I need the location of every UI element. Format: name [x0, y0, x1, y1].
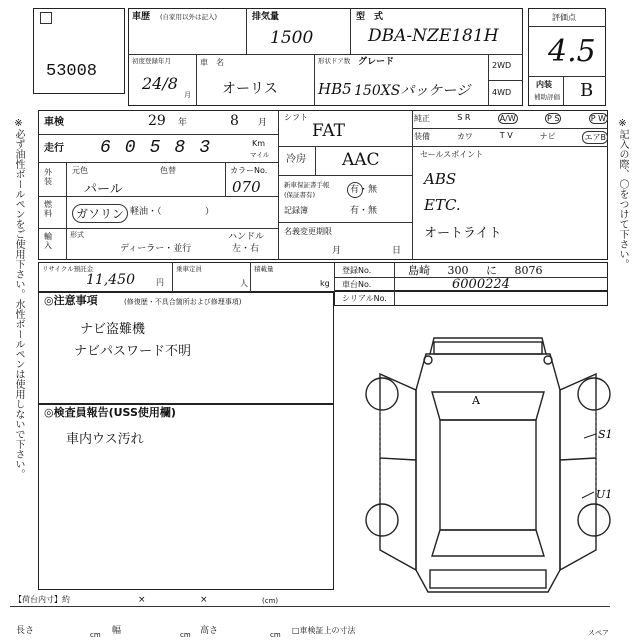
options-row-2 [414, 131, 608, 144]
first-reg-value: 24/8 [142, 74, 178, 93]
interior-label: 内装 [536, 80, 552, 89]
type-value: DBA-NZE181H [368, 26, 499, 46]
shift-label: シフト [284, 113, 308, 122]
sales-point-3: オートライト [424, 226, 502, 241]
recycle-label: リサイクル預託金 [42, 265, 94, 273]
front-bumper [430, 338, 546, 354]
sales-point-1: ABS [424, 170, 457, 188]
model-year-sub: (自家用以外は記入) [160, 13, 218, 21]
drive-4wd: 4WD [492, 88, 512, 97]
wheel-fr [578, 378, 610, 410]
displacement-value: 1500 [270, 28, 314, 48]
mileage-label: 走行 [44, 143, 64, 154]
load-unit: kg [320, 279, 330, 288]
record-value: 有・無 [350, 206, 378, 216]
notes-subtitle: (修復歴・不具合箇所および修理事項) [124, 298, 242, 306]
ac-value: AAC [342, 150, 380, 170]
name-value: オーリス [222, 81, 278, 97]
import-type: 形式 [70, 231, 84, 239]
plate-value: 島崎 300 に 8076 [408, 264, 543, 277]
mileage-unit-mile: マイル [250, 151, 270, 159]
recycle-unit: 円 [156, 278, 164, 287]
rear-window [432, 530, 544, 556]
grade-value: 4.5 [548, 34, 596, 69]
option-pw: P W [590, 114, 606, 123]
option-label-jun: 純正 [414, 114, 430, 123]
handle-value: 左・右 [232, 244, 260, 254]
cargo-width-cm: cm [180, 631, 191, 639]
chassis-label: 車台No. [342, 280, 372, 289]
new-car-value: 有・無 [350, 185, 378, 195]
fuel-other: 軽油・（ [130, 207, 162, 217]
left-vertical-note: ※必ず油性ボールペンをご使用下さい。水性ボールペンは使用しないで下さい。 [13, 118, 24, 479]
cargo-unit: (cm) [262, 597, 279, 605]
name-change-label: 名義変更期限 [284, 227, 332, 236]
inspector-text: 車内ウス汚れ [66, 432, 144, 447]
new-car-circle [347, 182, 363, 198]
windshield [432, 392, 544, 420]
roof [440, 420, 536, 530]
option-leather: カワ [456, 132, 473, 141]
cargo-title: 【荷台内寸】約 [14, 595, 70, 604]
option-aw: A/W [499, 114, 516, 123]
damage-mark-s1: S1 [598, 428, 613, 441]
damage-mark-u1: U1 [596, 488, 613, 501]
displacement-label: 排気量 [252, 12, 280, 22]
interior-sub: 補助評価 [534, 93, 560, 101]
grade-box-label: 評価点 [552, 13, 576, 22]
cargo-times-2: × [200, 595, 208, 605]
first-reg-unit: 月 [184, 91, 191, 99]
lot-number: 53008 [46, 62, 98, 81]
right-vertical-note: ※記入の際、〇をつけて下さい。 [617, 118, 628, 269]
spare-label: スペア [588, 629, 609, 637]
option-ps: P S [547, 114, 560, 123]
cargo-width-label: 幅 [112, 626, 122, 636]
original-color-label: 元色 [72, 166, 88, 175]
shift-value: FAT [312, 121, 346, 141]
sales-point-label: セールスポイント [420, 150, 484, 159]
doors-label: 形状ドア数 [318, 57, 351, 65]
same-color-label: 色替 [160, 166, 176, 175]
wheel-fl [366, 378, 398, 410]
cargo-height-label: 高さ [200, 626, 219, 636]
color-no-value: 070 [232, 178, 261, 196]
name-change-day: 日 [392, 246, 402, 256]
notes-title: ◎注意事項 [44, 294, 98, 307]
name-change-month: 月 [332, 246, 342, 256]
serial-label: シリアルNo. [342, 294, 387, 303]
interior-value: B [580, 80, 594, 101]
left-side-panel [380, 374, 416, 570]
lot-corner-mark [40, 12, 52, 24]
wheel-rr [578, 504, 610, 536]
shaken-month: 8 [230, 113, 239, 129]
inspector-title: ◎検査員報告(USS使用欄) [44, 406, 176, 419]
new-car-sub: (保証書有) [284, 191, 316, 199]
color-label: 外装 [44, 168, 52, 186]
drive-2wd: 2WD [492, 61, 512, 70]
grade-name-value: 150XSパッケージ [354, 83, 470, 99]
option-tv: T V [499, 131, 513, 140]
wheel-rl [366, 504, 398, 536]
shaken-year: 29 [148, 113, 166, 129]
grade-label: グレード [358, 57, 395, 67]
name-label: 車 名 [200, 58, 224, 67]
hood-top [434, 342, 542, 354]
option-navi: ナビ [539, 132, 556, 141]
cargo-modified: □車検証上の寸法 [292, 626, 356, 635]
option-label-sobi: 装備 [414, 132, 430, 141]
doors-value: HB5 [318, 80, 352, 98]
cargo-length-label: 長さ [16, 626, 35, 636]
car-diagram [360, 330, 613, 595]
plate-label: 登録No. [342, 266, 372, 275]
chassis-value: 6000224 [452, 277, 510, 292]
shaken-label: 車検 [44, 117, 64, 128]
recycle-value: 11,450 [86, 272, 135, 288]
sales-point-2: ETC. [424, 196, 461, 214]
cargo-height-cm: cm [270, 631, 281, 639]
mileage-unit-km: Km [252, 139, 266, 148]
color-value: パール [84, 182, 123, 197]
handle-label: ハンドル [228, 232, 265, 242]
ac-label: 冷房 [286, 154, 306, 165]
record-label: 記録簿 [284, 206, 308, 215]
notes-line-1: ナビ盗難機 [80, 322, 146, 337]
cargo-times-1: × [138, 595, 146, 605]
color-no-label: カラーNo. [230, 166, 268, 175]
import-label: 輸入 [44, 232, 52, 250]
option-sr: S R [457, 113, 471, 122]
fuel-value: ガソリン [72, 204, 128, 223]
damage-mark-a: A [472, 394, 480, 407]
options-row-1 [414, 113, 608, 124]
mileage-value: 60583 [100, 138, 225, 158]
notes-line-2: ナビパスワード不明 [74, 344, 192, 359]
year-unit: 年 [178, 118, 188, 128]
model-year-label: 車歴 [132, 12, 151, 22]
cargo-length-cm: cm [90, 631, 101, 639]
import-dealer: ディーラー・並行 [120, 244, 192, 254]
seating-unit: 人 [240, 279, 248, 288]
month-unit: 月 [258, 118, 268, 128]
option-airbag: エアB [584, 133, 606, 142]
load-label: 積載量 [254, 265, 274, 273]
fuel-close: ） [205, 207, 215, 217]
fuel-label: 燃料 [44, 200, 52, 218]
first-reg-label: 初度登録年月 [132, 57, 171, 65]
new-car-label: 新車保証書手帳 [284, 181, 330, 189]
type-label: 型 式 [356, 12, 384, 22]
right-side-panel [560, 374, 596, 570]
seating-label: 乗車定員 [176, 265, 202, 273]
